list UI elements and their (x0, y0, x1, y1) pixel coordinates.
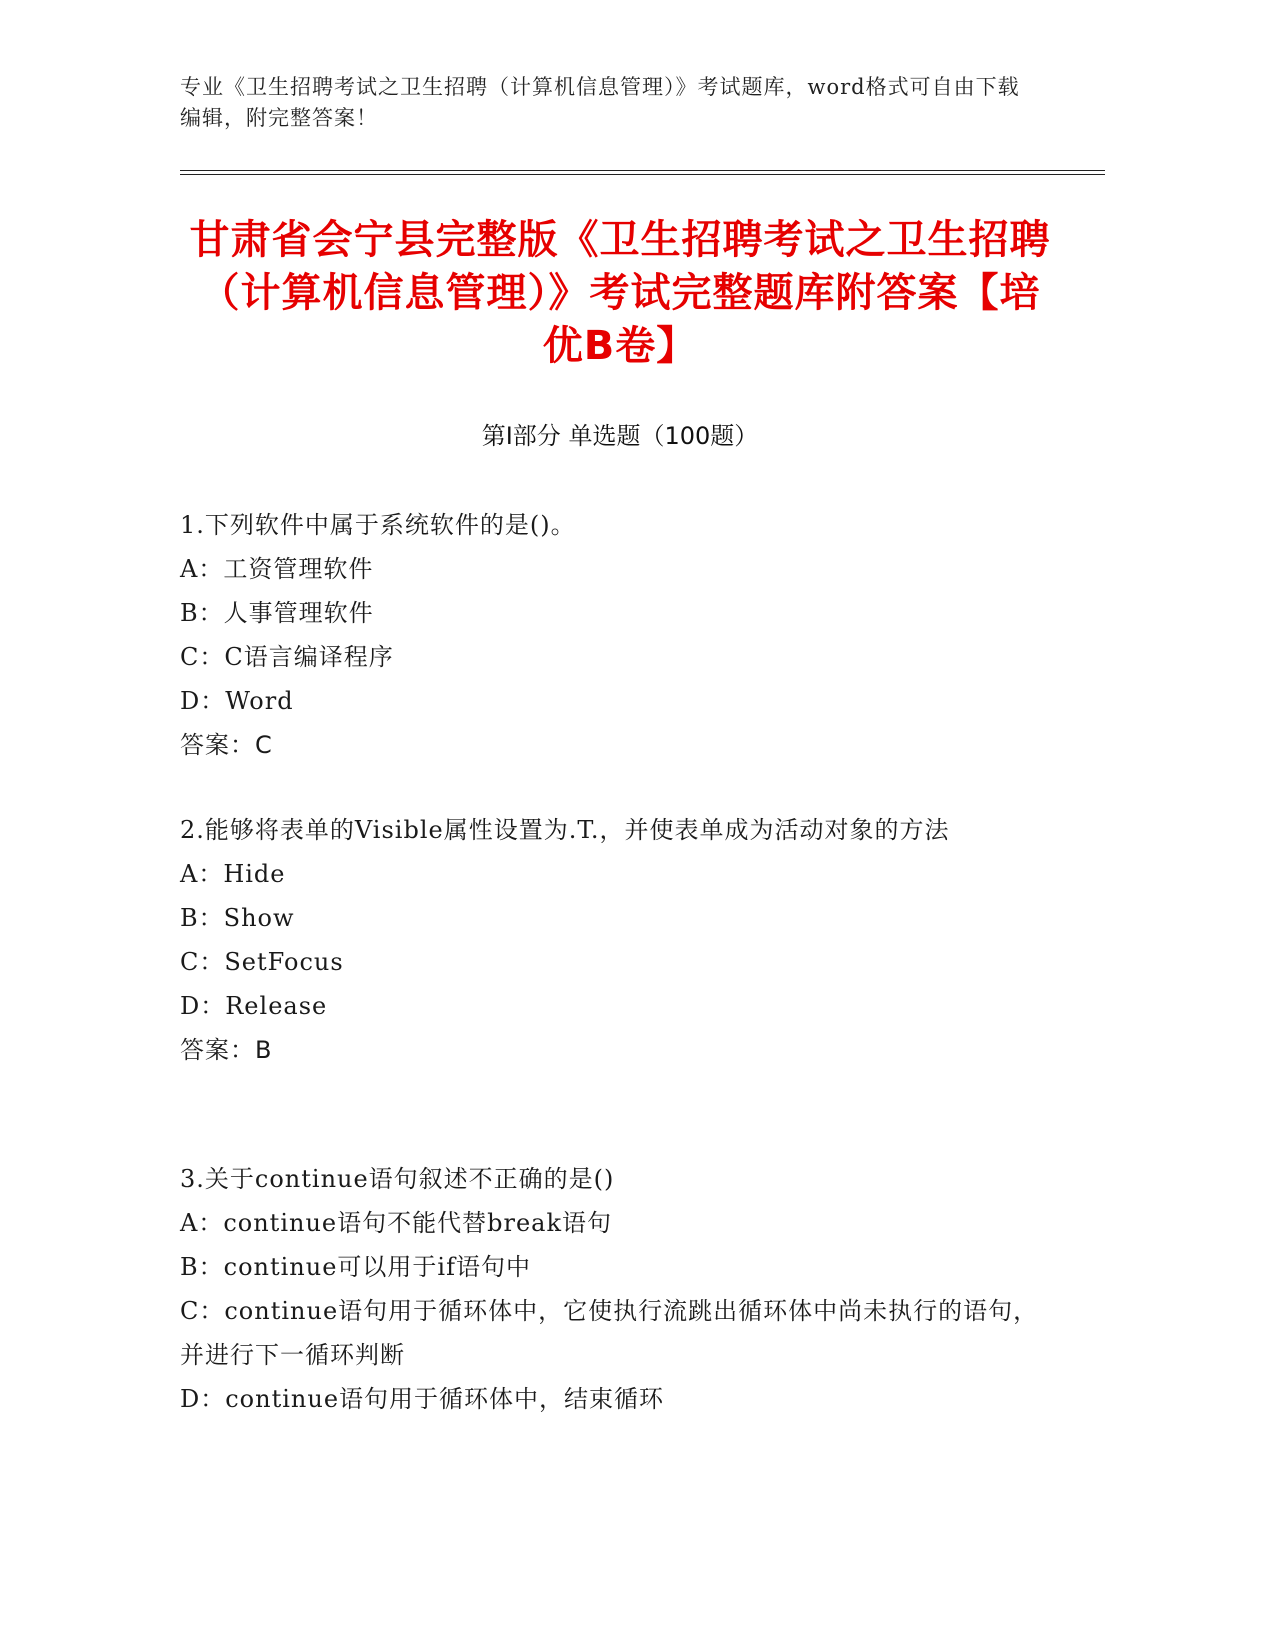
question-2 (180, 808, 1040, 1072)
option-d: D：Word (180, 687, 294, 715)
document-title: 甘肃省会宁县完整版《卫生招聘考试之卫生招聘（计算机信息管理）》考试完整题库附答案【培优B卷】 (189, 217, 1051, 369)
option-b: B：Show (180, 904, 295, 932)
question-3 (180, 1157, 1040, 1421)
option-a: A：工资管理软件 (180, 555, 374, 583)
option-c: C：SetFocus (180, 948, 344, 976)
question-stem: 2.能够将表单的Visible属性设置为.T.，并使表单成为活动对象的方法 (180, 816, 950, 844)
header-divider-bottom (180, 174, 1105, 175)
option-d: D：Release (180, 992, 328, 1020)
question-stem: 1.下列软件中属于系统软件的是()。 (180, 511, 576, 539)
answer: 答案：B (180, 1036, 273, 1064)
answer: 答案：C (180, 731, 273, 759)
section-title: 第Ⅰ部分 单选题（100题） (481, 422, 759, 450)
option-b: B：continue可以用于if语句中 (180, 1253, 531, 1281)
option-a: A：Hide (180, 860, 286, 888)
question-stem: 3.关于continue语句叙述不正确的是() (180, 1165, 615, 1193)
option-c: C：C语言编译程序 (180, 643, 394, 671)
option-a: A：continue语句不能代替break语句 (180, 1209, 613, 1237)
header-note: 专业《卫生招聘考试之卫生招聘（计算机信息管理）》考试题库，word格式可自由下载编辑，附完整答案！ (180, 75, 1020, 130)
option-c: C：continue语句用于循环体中，它使执行流跳出循环体中尚未执行的语句，并进行下一循环判断 (180, 1297, 1039, 1369)
option-d: D：continue语句用于循环体中，结束循环 (180, 1385, 665, 1413)
question-1 (180, 503, 1040, 767)
header-divider-top (180, 170, 1105, 171)
option-b: B：人事管理软件 (180, 599, 374, 627)
